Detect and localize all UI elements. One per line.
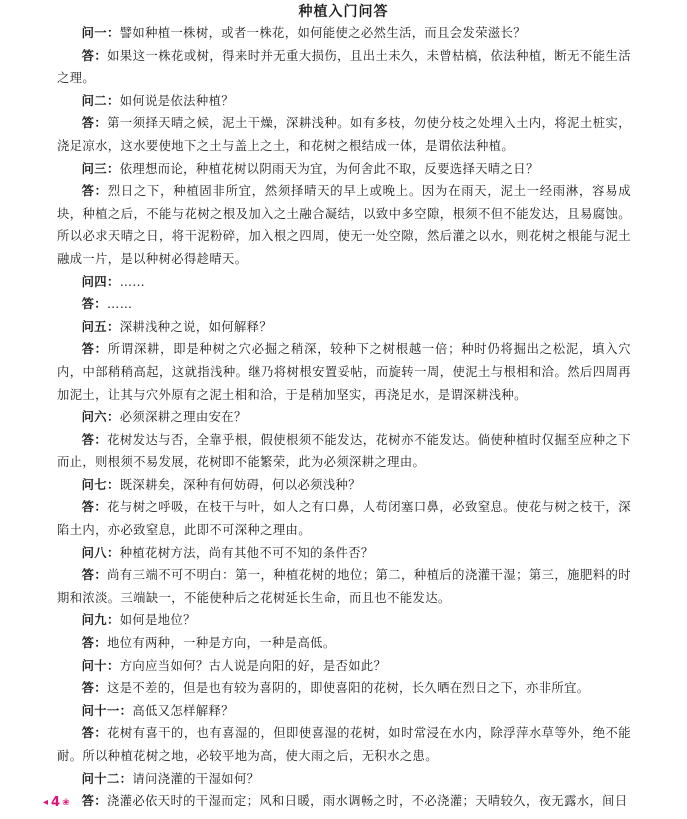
question-label: 问七： bbox=[81, 477, 120, 492]
question-text: 高低又怎样解释？ bbox=[132, 703, 234, 718]
answer-text: 浇灌必依天时的干湿而定；风和日暖，雨水调畅之时，不必浇灌；天晴较久，夜无露水，间日 bbox=[107, 794, 628, 809]
question-paragraph bbox=[57, 316, 631, 339]
answer-paragraph bbox=[57, 790, 631, 813]
answer-label: 答： bbox=[81, 48, 108, 63]
answer-text: 尚有三端不可不明白：第一，种植花树的地位；第二，种植后的浇灌干湿；第三，施肥料的时期和浓淡。三端缺一，不能使种后之花树延长生命，而且也不能发达。 bbox=[57, 568, 631, 605]
question-text: 依理想而论，种植花树以阴雨天为宜，为何舍此不取，反要选择天晴之日？ bbox=[119, 161, 539, 176]
answer-label: 答： bbox=[81, 342, 108, 357]
question-label: 问十： bbox=[81, 658, 120, 673]
question-paragraph bbox=[57, 609, 631, 632]
page-marker-icon: ◂ bbox=[43, 797, 49, 808]
answer-text: …… bbox=[107, 297, 133, 312]
question-text: 譬如种植一株树，或者一株花，如何能使之必然生活，而且会发荣滋长？ bbox=[119, 26, 526, 40]
answer-label: 答： bbox=[81, 432, 108, 447]
page-number-value: 4 bbox=[51, 795, 61, 810]
answer-paragraph bbox=[57, 180, 631, 270]
question-paragraph bbox=[57, 406, 631, 429]
answer-paragraph bbox=[57, 338, 631, 406]
question-label: 问五： bbox=[81, 319, 120, 334]
qa-body bbox=[57, 22, 631, 813]
answer-label: 答： bbox=[81, 726, 108, 741]
answer-paragraph bbox=[57, 112, 631, 157]
answer-text: 花树有喜干的，也有喜湿的，但即使喜湿的花树，如时常浸在水内，除浮萍水草等外，绝不能耐。所以种植花树之地，必较平地为高，使大雨之后，无积水之患。 bbox=[57, 726, 631, 763]
answer-paragraph bbox=[57, 429, 631, 474]
question-label: 问四： bbox=[81, 274, 120, 289]
answer-text: 所谓深耕，即是种树之穴必掘之稍深，较种下之树根越一倍；种时仍将掘出之松泥，填入穴内，中部稍稍高起，这就指浅种。继乃将树根安置妥帖，而旋转一周，使泥土与根相和洽。然后四周再加泥土，让其与穴外原有之泥土相和洽，于是稍加坚实，再浇足水，是谓深耕浅种。 bbox=[57, 342, 631, 402]
question-paragraph bbox=[57, 158, 631, 181]
answer-paragraph bbox=[57, 677, 631, 700]
answer-text: 烈日之下，种植固非所宜，然须择晴天的早上或晚上。因为在雨天，泥土一经雨淋，容易成块，种植之后，不能与花树之根及加入之土融合凝结，以致中多空隙，根须不但不能发达，且易腐蚀。所以必求天晴之日，将干泥粉碎，加入根之四周，使无一处空隙，然后灌之以水，则花树之根能与泥土融成一片，是以种树必得趁晴天。 bbox=[57, 184, 631, 266]
answer-label: 答： bbox=[81, 184, 108, 199]
question-text: 方向应当如何？古人说是向阳的好，是否如此？ bbox=[119, 658, 387, 673]
answer-label: 答： bbox=[81, 636, 107, 651]
answer-paragraph bbox=[57, 632, 631, 655]
question-text: …… bbox=[119, 274, 146, 289]
question-text: 如何是地位？ bbox=[119, 613, 196, 628]
answer-label: 答： bbox=[81, 794, 107, 809]
question-label: 问八： bbox=[81, 545, 120, 560]
question-paragraph bbox=[57, 542, 631, 565]
question-label: 问三： bbox=[81, 161, 120, 176]
answer-text: 这是不差的，但是也有较为喜阴的，即使喜阳的花树，长久晒在烈日之下，亦非所宜。 bbox=[107, 681, 590, 696]
answer-text: 第一须择天晴之候，泥土干燥，深耕浅种。如有多枝，勿使分枝之处埋入土内，将泥土桩实，浇足凉水，这水要使地下之土与盖上之土，和花树之根结成一体，是谓依法种植。 bbox=[57, 116, 631, 153]
answer-text: 地位有两种，一种是方向，一种是高低。 bbox=[107, 636, 336, 651]
answer-paragraph bbox=[57, 45, 631, 90]
question-label: 问六： bbox=[81, 410, 120, 425]
answer-label: 答： bbox=[81, 116, 108, 131]
answer-text: 如果这一株花或树，得来时并无重大损伤，且出土未久，未曾枯槁，依法种植，断无不能生活之理。 bbox=[57, 48, 631, 86]
question-paragraph bbox=[57, 768, 631, 791]
question-text: 种植花树方法，尚有其他不可不知的条件否？ bbox=[119, 545, 374, 560]
answer-text: 花与树之呼吸，在枝干与叶，如人之有口鼻，人苟闭塞口鼻，必致窒息。使花与树之枝干，深陷土内，亦必致窒息，此即不可深种之理由。 bbox=[57, 500, 631, 538]
question-text: 请问浇灌的干湿如何？ bbox=[132, 771, 260, 786]
answer-text: 花树发达与否，全靠乎根，假使根须不能发达，花树亦不能发达。倘使种植时仅掘至应种之下而止，则根须不易发展，花树即不能繁荣，此为必须深耕之理由。 bbox=[57, 432, 631, 470]
page-ornament-icon: ❀ bbox=[62, 798, 70, 808]
answer-label: 答： bbox=[81, 568, 108, 583]
question-label: 问十一： bbox=[81, 703, 133, 718]
answer-paragraph bbox=[57, 722, 631, 767]
question-paragraph bbox=[57, 700, 631, 723]
question-paragraph bbox=[57, 474, 631, 497]
question-text: 如何说是依法种植？ bbox=[119, 93, 234, 108]
question-text: 必须深耕之理由安在？ bbox=[119, 410, 247, 425]
question-label: 问九： bbox=[81, 613, 120, 628]
question-label: 问十二： bbox=[81, 771, 133, 786]
page-number bbox=[43, 795, 70, 810]
answer-paragraph bbox=[57, 564, 631, 609]
answer-label: 答： bbox=[81, 681, 107, 696]
question-text: 既深耕矣，深种有何妨碍，何以必须浅种？ bbox=[119, 477, 361, 492]
question-paragraph bbox=[57, 22, 631, 45]
question-paragraph bbox=[57, 655, 631, 678]
question-label: 问一： bbox=[81, 26, 120, 40]
answer-label: 答： bbox=[81, 297, 107, 312]
question-label: 问二： bbox=[81, 93, 120, 108]
question-text: 深耕浅种之说，如何解释？ bbox=[119, 319, 273, 334]
question-paragraph bbox=[57, 90, 631, 113]
answer-label: 答： bbox=[81, 500, 108, 515]
question-paragraph bbox=[57, 271, 631, 294]
answer-paragraph bbox=[57, 496, 631, 541]
answer-paragraph bbox=[57, 293, 631, 316]
page-title: 种植入门问答 bbox=[298, 4, 389, 20]
